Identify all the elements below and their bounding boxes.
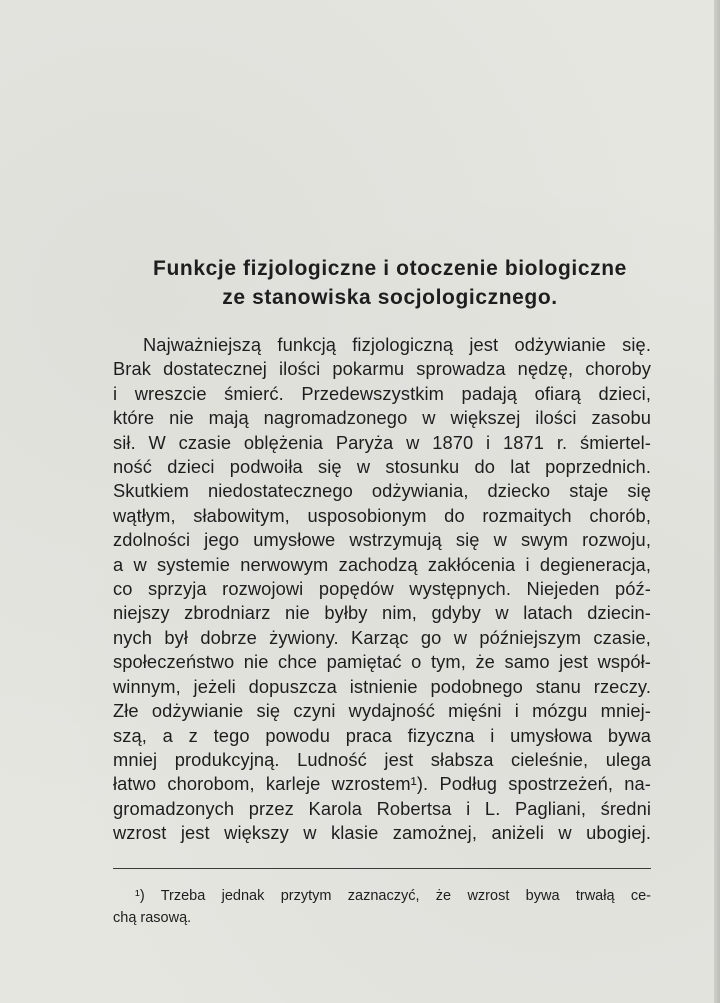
- chapter-title-line-1: Funkcje fizjologiczne i otoczenie biologiczne: [153, 257, 627, 280]
- text-line: ność dzieci podwoiła się w stosunku do lat poprzednich.: [113, 456, 651, 478]
- text-line: winnym, jeżeli dopuszcza istnienie podobnego stanu rzeczy.: [113, 675, 651, 697]
- footnote-line-2: chą rasową.: [113, 910, 192, 926]
- text-line: i wreszcie śmierć. Przedewszystkim padają ofiarą dzieci,: [113, 382, 651, 404]
- chapter-title-line-2: ze stanowiska socjologicznego.: [222, 286, 558, 309]
- text-line: wątłym, słabowitym, usposobionym do rozmaitych chorób,: [113, 504, 651, 526]
- text-line: Skutkiem niedostatecznego odżywiania, dziecko staje się: [113, 480, 651, 502]
- chapter-title: [110, 254, 670, 312]
- text-line: a w systemie nerwowym zachodzą zakłócenia i degieneracja,: [113, 553, 651, 575]
- text-line: niejszy zbrodniarz nie byłby nim, gdyby w latach dziecin-: [113, 602, 651, 624]
- text-line: gromadzonych przez Karola Robertsa i L. Pagliani, średni: [113, 797, 651, 819]
- footnote-line-1: ¹) Trzeba jednak przytym zaznaczyć, że wzrost bywa trwałą ce-: [135, 888, 651, 904]
- footnote: [113, 885, 651, 929]
- text-line: mniej produkcyjną. Ludność jest słabsza cieleśnie, ulega: [113, 748, 651, 770]
- text-line: nych był dobrze żywiony. Karząc go w późniejszym czasie,: [113, 626, 651, 648]
- text-line: co sprzyja rozwojowi popędów występnych. Niejeden póź-: [113, 578, 651, 600]
- text-line: społeczeństwo nie chce pamiętać o tym, że samo jest współ-: [113, 651, 651, 673]
- text-line: zdolności jego umysłowe wstrzymują się w swym rozwoju,: [113, 529, 651, 551]
- footnote-divider: [113, 868, 651, 869]
- text-line: łatwo chorobom, karleje wzrostem¹). Podług spostrzeżeń, na-: [113, 773, 651, 795]
- text-line: wzrost jest większy w klasie zamożnej, aniżeli w ubogiej.: [113, 822, 651, 844]
- text-line: które nie mają nagromadzonego w większej ilości zasobu: [113, 407, 651, 429]
- text-line: Złe odżywianie się czyni wydajność mięśni i mózgu mniej-: [113, 700, 651, 722]
- text-line: Brak dostatecznej ilości pokarmu sprowadza nędzę, choroby: [113, 358, 651, 380]
- text-line: Najważniejszą funkcją fizjologiczną jest odżywianie się.: [143, 334, 651, 355]
- text-line: sił. W czasie oblężenia Paryża w 1870 i 1871 r. śmiertel-: [113, 431, 651, 453]
- text-line: szą, a z tego powodu praca fizyczna i umysłowa bywa: [113, 724, 651, 746]
- page-edge: [714, 0, 720, 1003]
- body-paragraph: [113, 333, 651, 846]
